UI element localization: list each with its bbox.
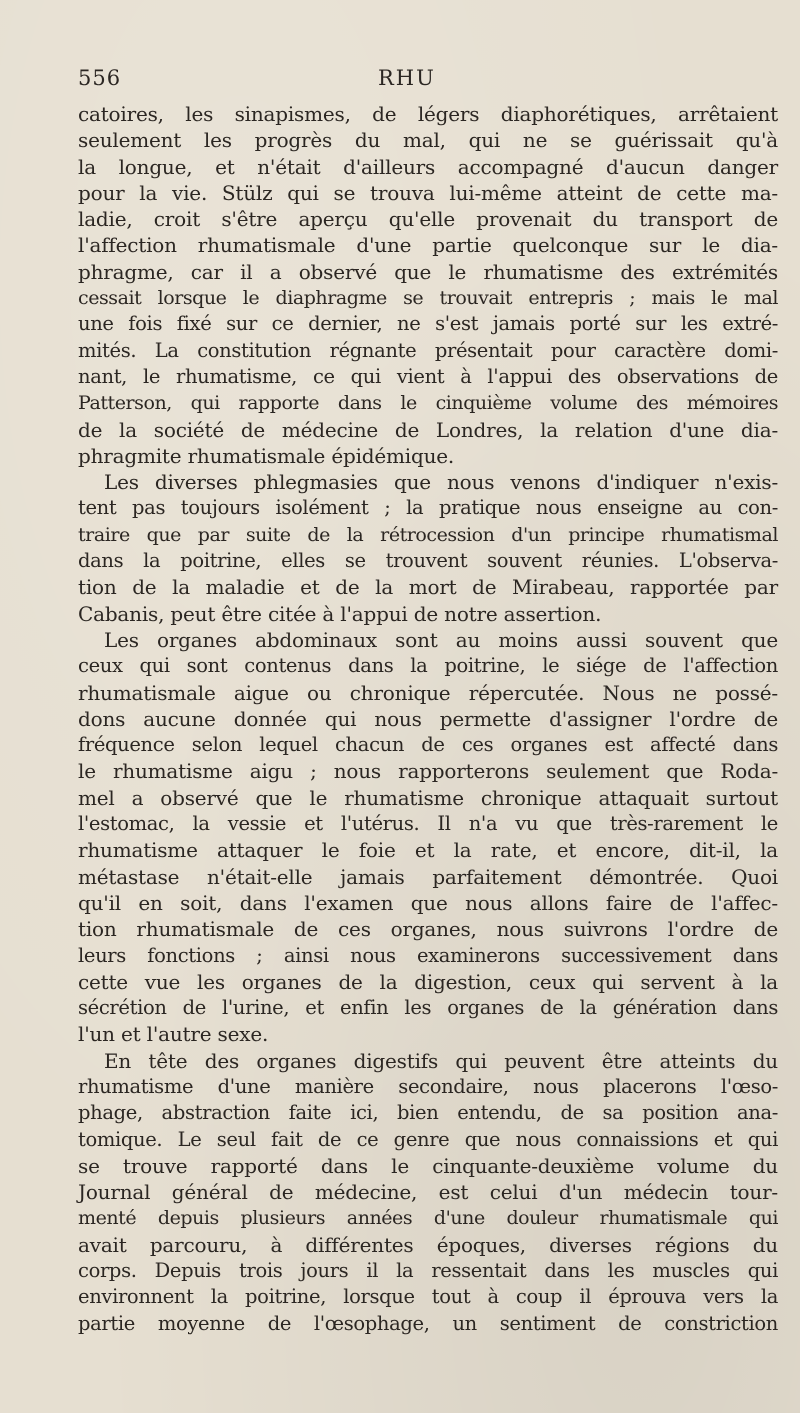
text-line: Cabanis, peut être citée à l'appui de notre assertion. [78, 601, 602, 626]
text-line: catoires, les sinapismes, de légers diaphorétiques, arrêtaient [78, 102, 778, 126]
text-line: fréquence selon lequel chacun de ces organes est affecté dans [78, 733, 778, 757]
text-line: Patterson, qui rapporte dans le cinquième volume des mémoires [78, 392, 778, 415]
text-line: partie moyenne de l'œsophage, un sentiment de constriction [78, 1311, 778, 1335]
text-line: ladie, croit s'être aperçu qu'elle provenait du transport de [78, 207, 778, 232]
text-line: dans la poitrine, elles se trouvent souvent réunies. L'observa- [78, 549, 778, 573]
text-line: l'affection rhumatismale d'une partie quelconque sur le dia- [78, 233, 778, 258]
text-line: cessait lorsque le diaphragme se trouvait entrepris ; mais le mal [78, 287, 778, 310]
text-line: une fois fixé sur ce dernier, ne s'est jamais porté sur les extré- [78, 312, 778, 336]
text-line: traire que par suite de la rétrocession d'un principe rhumatismal [78, 523, 778, 546]
text-line: phage, abstraction faite ici, bien entendu, de sa position ana- [78, 1101, 778, 1125]
text-line: de la société de médecine de Londres, la relation d'une dia- [78, 417, 778, 442]
text-line: tent pas toujours isolément ; la pratique nous enseigne au con- [78, 496, 778, 520]
paragraph-first-line: Les diverses phlegmasies que nous venons d'indiquer n'exis- [104, 470, 778, 495]
text-line: rhumatisme attaquer le foie et la rate, et encore, dit-il, la [78, 838, 778, 863]
text-line: l'un et l'autre sexe. [78, 1022, 269, 1047]
text-line: rhumatisme d'une manière secondaire, nous placerons l'œso- [78, 1074, 778, 1098]
text-line: phragmite rhumatismale épidémique. [78, 443, 455, 468]
text-line: mel a observé que le rhumatisme chronique attaquait surtout [78, 785, 778, 810]
text-line: corps. Depuis trois jours il la ressentait dans les muscles qui [78, 1259, 778, 1283]
page-header [78, 66, 756, 96]
text-line: qu'il en soit, dans l'examen que nous allons faire de l'affec- [78, 890, 778, 915]
text-line: pour la vie. Stülz qui se trouva lui-même atteint de cette ma- [78, 180, 778, 205]
text-line: rhumatismale aigue ou chronique répercutée. Nous ne possé- [78, 680, 778, 705]
page-number: 556 [78, 66, 122, 90]
text-line: sécrétion de l'urine, et enfin les organes de la génération dans [78, 996, 778, 1020]
text-line: environnent la poitrine, lorsque tout à coup il éprouva vers la [78, 1285, 778, 1309]
body-text [78, 101, 778, 1337]
text-line: Journal général de médecine, est celui d'un médecin tour- [78, 1180, 778, 1205]
running-head: RHU [378, 66, 436, 90]
text-line: ceux qui sont contenus dans la poitrine, le siége de l'affection [78, 654, 778, 678]
text-line: tomique. Le seul fait de ce genre que nous connaissions et qui [78, 1127, 778, 1151]
text-line: la longue, et n'était d'ailleurs accompagné d'aucun danger [78, 154, 778, 179]
text-line: leurs fonctions ; ainsi nous examinerons successivement dans [78, 943, 778, 967]
text-line: dons aucune donnée qui nous permette d'assigner l'ordre de [78, 706, 778, 731]
paragraph-first-line: En tête des organes digestifs qui peuvent être atteints du [104, 1048, 778, 1073]
text-line: l'estomac, la vessie et l'utérus. Il n'a vu que très-rarement le [78, 812, 778, 836]
text-line: menté depuis plusieurs années d'une douleur rhumatismale qui [78, 1207, 778, 1230]
text-line: tion rhumatismale de ces organes, nous suivrons l'ordre de [78, 917, 778, 942]
text-line: cette vue les organes de la digestion, ceux qui servent à la [78, 969, 778, 994]
text-line: avait parcouru, à différentes époques, diverses régions du [78, 1232, 778, 1257]
text-line: nant, le rhumatisme, ce qui vient à l'appui des observations de [78, 364, 778, 388]
paragraph-first-line: Les organes abdominaux sont au moins aussi souvent que [104, 627, 778, 652]
text-line: tion de la maladie et de la mort de Mirabeau, rapportée par [78, 575, 778, 600]
text-line: phragme, car il a observé que le rhumatisme des extrémités [78, 259, 778, 284]
text-line: le rhumatisme aigu ; nous rapporterons seulement que Roda- [78, 759, 778, 784]
text-line: se trouve rapporté dans le cinquante-deuxième volume du [78, 1153, 778, 1178]
text-line: seulement les progrès du mal, qui ne se guérissait qu'à [78, 128, 778, 153]
text-line: métastase n'était-elle jamais parfaitement démontrée. Quoi [78, 864, 778, 889]
text-line: mités. La constitution régnante présentait pour caractère domi- [78, 338, 778, 362]
